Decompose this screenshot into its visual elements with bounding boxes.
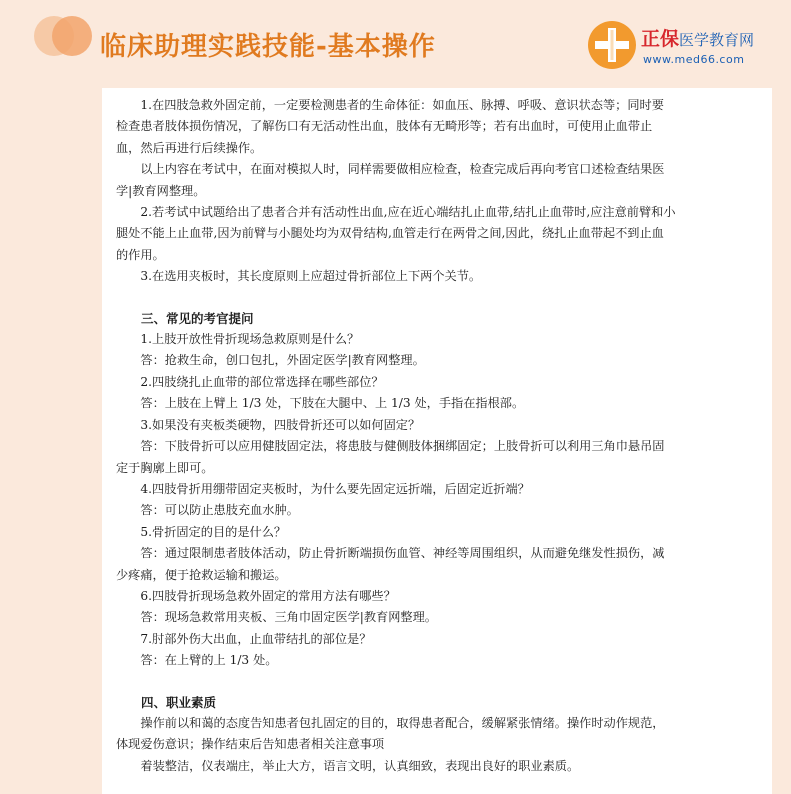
paragraph: 1.在四肢急救外固定前，一定要检测患者的生命体征：如血压、脉搏、呼吸、意识状态等；同时要检查患者肢体损伤情况，了解伤口有无活动性出血，肢体有无畸形等；若有出血时，可使用止血带止血，然后再进行后续操作。: [116, 98, 664, 155]
question: 6.四肢骨折现场急救外固定的常用方法有哪些？: [140, 588, 396, 603]
paragraph: 以上内容在考试中，在面对模拟人时，同样需要做相应检查，检查完成后再向考官口述检查结果医学|教育网整理。: [116, 162, 665, 198]
logo-name-blue: 医学教育网: [679, 31, 755, 49]
page-header: [0, 0, 791, 90]
answer: 答：现场急救常用夹板、三角巾固定医学|教育网整理。: [140, 610, 437, 625]
paragraph: 2.若考试中试题给出了患者合并有活动性出血,应在近心端结扎止血带,结扎止血带时,应注意前臂和小腿处不能上止血带,因为前臂与小腿处均为双骨结构,血管走行在两骨之间,因此，绕扎止血带起不到止血的作用。: [116, 205, 676, 262]
section-heading: 四、职业素质: [141, 694, 217, 710]
decor-circle-dark: [52, 16, 92, 56]
answer: 答：在上臂的上 1/3 处。: [140, 653, 278, 668]
question: 2.四肢绕扎止血带的部位常选择在哪些部位？: [140, 374, 384, 389]
document-body: [116, 95, 676, 777]
paragraph: 着装整洁，仪表端庄，举止大方，语言文明，认真细致，表现出良好的职业素质。: [140, 758, 580, 773]
question: 1.上肢开放性骨折现场急救原则是什么？: [140, 332, 360, 347]
answer: 答：抢救生命，创口包扎，外固定医学|教育网整理。: [140, 353, 425, 368]
page-title: 临床助理实践技能-基本操作: [100, 32, 436, 62]
logo-name: [641, 24, 754, 51]
answer: 答：下肢骨折可以应用健肢固定法，将患肢与健侧肢体捆绑固定；上肢骨折可以利用三角巾悬吊固定于胸廓上即可。: [116, 439, 665, 475]
section-heading: 三、常见的考官提问: [141, 310, 254, 326]
question: 4.四肢骨折用绷带固定夹板时，为什么要先固定远折端，后固定近折端？: [140, 481, 530, 496]
question: 5.骨折固定的目的是什么？: [140, 524, 287, 539]
answer: 答：可以防止患肢充血水肿。: [140, 503, 299, 518]
answer: 答：通过限制患者肢体活动，防止骨折断端损伤血管、神经等周围组织，从而避免继发性损伤，减少疼痛，便于抢救运输和搬运。: [116, 546, 665, 582]
logo-name-red: 正保: [641, 28, 680, 50]
brand-logo[interactable]: [587, 20, 777, 74]
paragraph: 3.在选用夹板时，其长度原则上应超过骨折部位上下两个关节。: [140, 269, 482, 284]
question: 3.如果没有夹板类硬物，四肢骨折还可以如何固定？: [140, 417, 421, 432]
logo-url: www.med66.com: [643, 53, 745, 66]
answer: 答：上肢在上臂上 1/3 处，下肢在大腿中、上 1/3 处，手指在指根部。: [140, 396, 525, 411]
question: 7.肘部外伤大出血，止血带结扎的部位是？: [140, 631, 372, 646]
paragraph: 操作前以和蔼的态度告知患者包扎固定的目的，取得患者配合，缓解紧张情绪。操作时动作规范，体现爱伤意识；操作结束后告知患者相关注意事项: [116, 715, 665, 752]
logo-cross-icon: [587, 20, 637, 70]
